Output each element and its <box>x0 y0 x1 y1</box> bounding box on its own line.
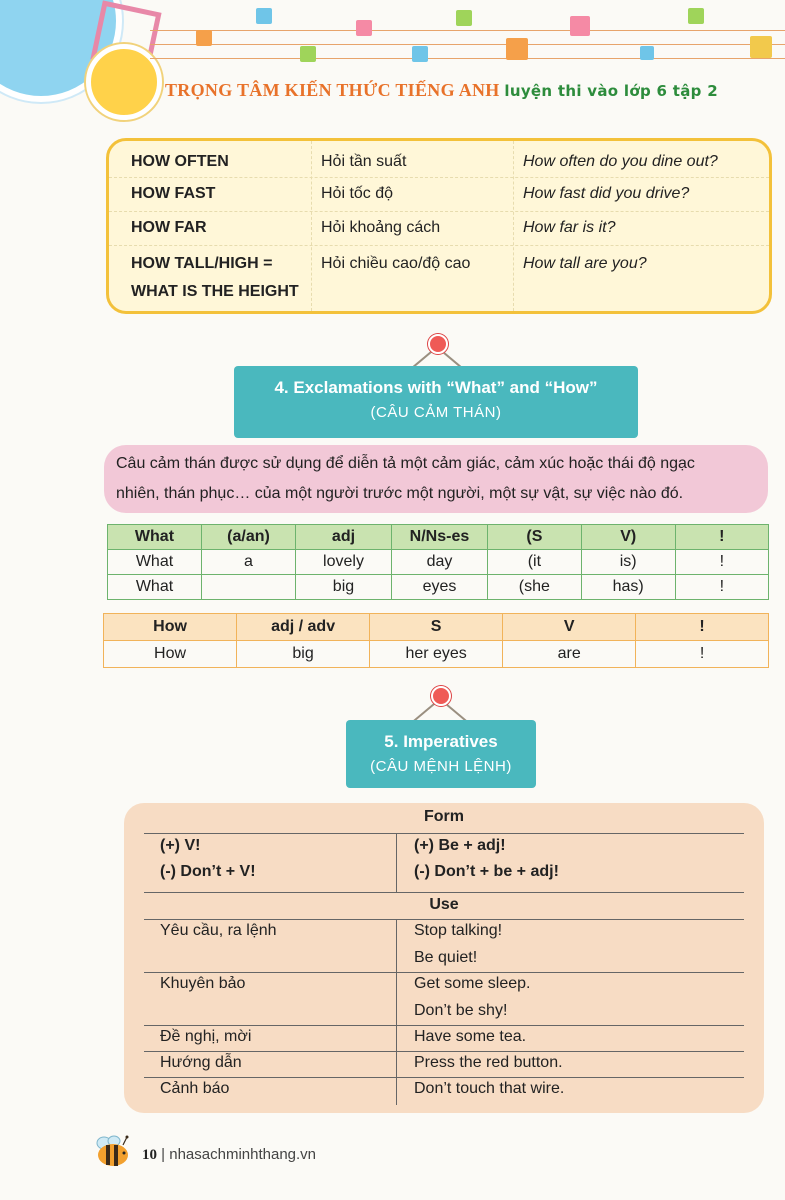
table-cell: day <box>391 550 487 575</box>
use-label: Khuyên bảo <box>160 975 246 992</box>
decor-dot <box>412 46 428 62</box>
table-row <box>109 247 769 307</box>
row-divider <box>144 1077 744 1078</box>
table-cell: What <box>108 575 202 600</box>
question-example: How far is it? <box>523 219 616 236</box>
question-word: HOW FAR <box>131 219 207 236</box>
use-example: Have some tea. <box>414 1028 527 1045</box>
section4-description <box>104 445 768 513</box>
table-cell: ! <box>675 550 768 575</box>
use-label: Đề nghị, mời <box>160 1028 252 1045</box>
section5-title: 5. Imperatives <box>384 732 498 751</box>
use-example: Stop talking! <box>414 922 503 939</box>
table-cell: big <box>237 641 370 668</box>
use-label: Yêu cầu, ra lệnh <box>160 922 277 939</box>
form-left-positive: (+) V! <box>160 837 201 854</box>
question-meaning: Hỏi tốc độ <box>321 185 394 202</box>
page-header-title <box>165 80 765 101</box>
header-title-sub: luyện thi vào lớp 6 tập 2 <box>504 82 718 100</box>
table-cell: has) <box>581 575 675 600</box>
decor-dot <box>506 38 528 60</box>
form-right-negative: (-) Don’t + be + adj! <box>414 863 559 880</box>
table-cell: ! <box>636 641 769 668</box>
table-cell: is) <box>581 550 675 575</box>
table-cell: How <box>104 641 237 668</box>
table-header: N/Ns-es <box>391 525 487 550</box>
decor-dot <box>640 46 654 60</box>
table-row <box>108 575 769 600</box>
row-divider <box>144 919 744 920</box>
question-word: HOW OFTEN <box>131 153 229 170</box>
question-meaning: Hỏi chiều cao/độ cao <box>321 255 471 272</box>
use-label: Cảnh báo <box>160 1080 230 1097</box>
what-exclamation-table <box>107 524 769 600</box>
column-divider <box>396 833 397 893</box>
table-cell: her eyes <box>370 641 503 668</box>
table-header: adj <box>296 525 392 550</box>
table-cell: What <box>108 550 202 575</box>
decor-line <box>150 58 785 59</box>
table-header: adj / adv <box>237 614 370 641</box>
table-cell: ! <box>675 575 768 600</box>
decor-dot <box>750 36 772 58</box>
table-cell: (she <box>487 575 581 600</box>
question-meaning: Hỏi khoảng cách <box>321 219 441 236</box>
decor-dot <box>196 30 212 46</box>
table-header: (a/an) <box>201 525 295 550</box>
table-header: ! <box>675 525 768 550</box>
bee-icon <box>94 1134 132 1168</box>
section4-title-tag <box>234 366 638 438</box>
table-row <box>109 179 769 212</box>
decor-dot <box>688 8 704 24</box>
table-header: V <box>503 614 636 641</box>
use-example: Get some sleep. <box>414 975 531 992</box>
question-word: HOW FAST <box>131 185 216 202</box>
question-word: HOW TALL/HIGH = <box>131 255 273 272</box>
table-header: What <box>108 525 202 550</box>
table-cell: eyes <box>391 575 487 600</box>
decor-dot <box>570 16 590 36</box>
description-line: nhiên, thán phục… của một người trước một người, một sự vật, sự việc nào đó. <box>116 485 684 502</box>
use-label: Hướng dẫn <box>160 1054 242 1071</box>
table-header: ! <box>636 614 769 641</box>
section5-subtitle: (CÂU MỆNH LỆNH) <box>370 758 512 775</box>
use-example: Don’t be shy! <box>414 1002 508 1019</box>
question-example: How fast did you drive? <box>523 185 690 202</box>
table-cell: big <box>296 575 392 600</box>
table-header: V) <box>581 525 675 550</box>
question-example: How tall are you? <box>523 255 647 272</box>
page-number: 10 <box>142 1147 157 1163</box>
question-example: How often do you dine out? <box>523 153 718 170</box>
use-example: Don’t touch that wire. <box>414 1080 565 1097</box>
decor-yellow-circle <box>86 44 162 120</box>
decor-line <box>150 44 785 45</box>
table-cell <box>201 575 295 600</box>
page-footer <box>142 1146 316 1164</box>
decor-line <box>150 30 785 31</box>
imperatives-table <box>124 803 764 1113</box>
table-row <box>104 641 769 668</box>
decor-dot <box>300 46 316 62</box>
use-example: Be quiet! <box>414 949 478 966</box>
table-cell: lovely <box>296 550 392 575</box>
form-left-negative: (-) Don’t + V! <box>160 863 256 880</box>
table-cell: (it <box>487 550 581 575</box>
row-divider <box>144 1025 744 1026</box>
table-row <box>108 550 769 575</box>
decor-dot <box>256 8 272 24</box>
question-word-line2: WHAT IS THE HEIGHT <box>131 283 299 300</box>
description-line: Câu cảm thán được sử dụng để diễn tả một cảm giác, cảm xúc hoặc thái độ ngạc <box>116 455 695 472</box>
table-row <box>109 147 769 178</box>
use-header: Use <box>429 896 459 913</box>
section4-title: 4. Exclamations with “What” and “How” <box>274 378 598 397</box>
footer-separator: | <box>161 1146 166 1163</box>
section5-title-tag <box>346 720 536 788</box>
form-right-positive: (+) Be + adj! <box>414 837 506 854</box>
table-cell: are <box>503 641 636 668</box>
row-divider <box>144 892 744 893</box>
question-meaning: Hỏi tần suất <box>321 153 407 170</box>
table-header: (S <box>487 525 581 550</box>
table-cell: a <box>201 550 295 575</box>
table-header-row <box>104 614 769 641</box>
question-words-table <box>106 138 772 314</box>
table-row <box>109 213 769 246</box>
row-divider <box>144 1051 744 1052</box>
table-header-row <box>108 525 769 550</box>
pin-icon <box>431 686 451 706</box>
decor-dot <box>356 20 372 36</box>
form-header: Form <box>424 808 464 825</box>
use-example: Press the red button. <box>414 1054 563 1071</box>
section4-subtitle: (CÂU CẢM THÁN) <box>370 404 502 421</box>
pin-icon <box>428 334 448 354</box>
table-header: How <box>104 614 237 641</box>
decor-dot <box>456 10 472 26</box>
how-exclamation-table <box>103 613 769 668</box>
header-title-main: TRỌNG TÂM KIẾN THỨC TIẾNG ANH <box>165 80 500 100</box>
row-divider <box>144 972 744 973</box>
table-header: S <box>370 614 503 641</box>
row-divider <box>144 833 744 834</box>
footer-site: nhasachminhthang.vn <box>169 1146 317 1163</box>
